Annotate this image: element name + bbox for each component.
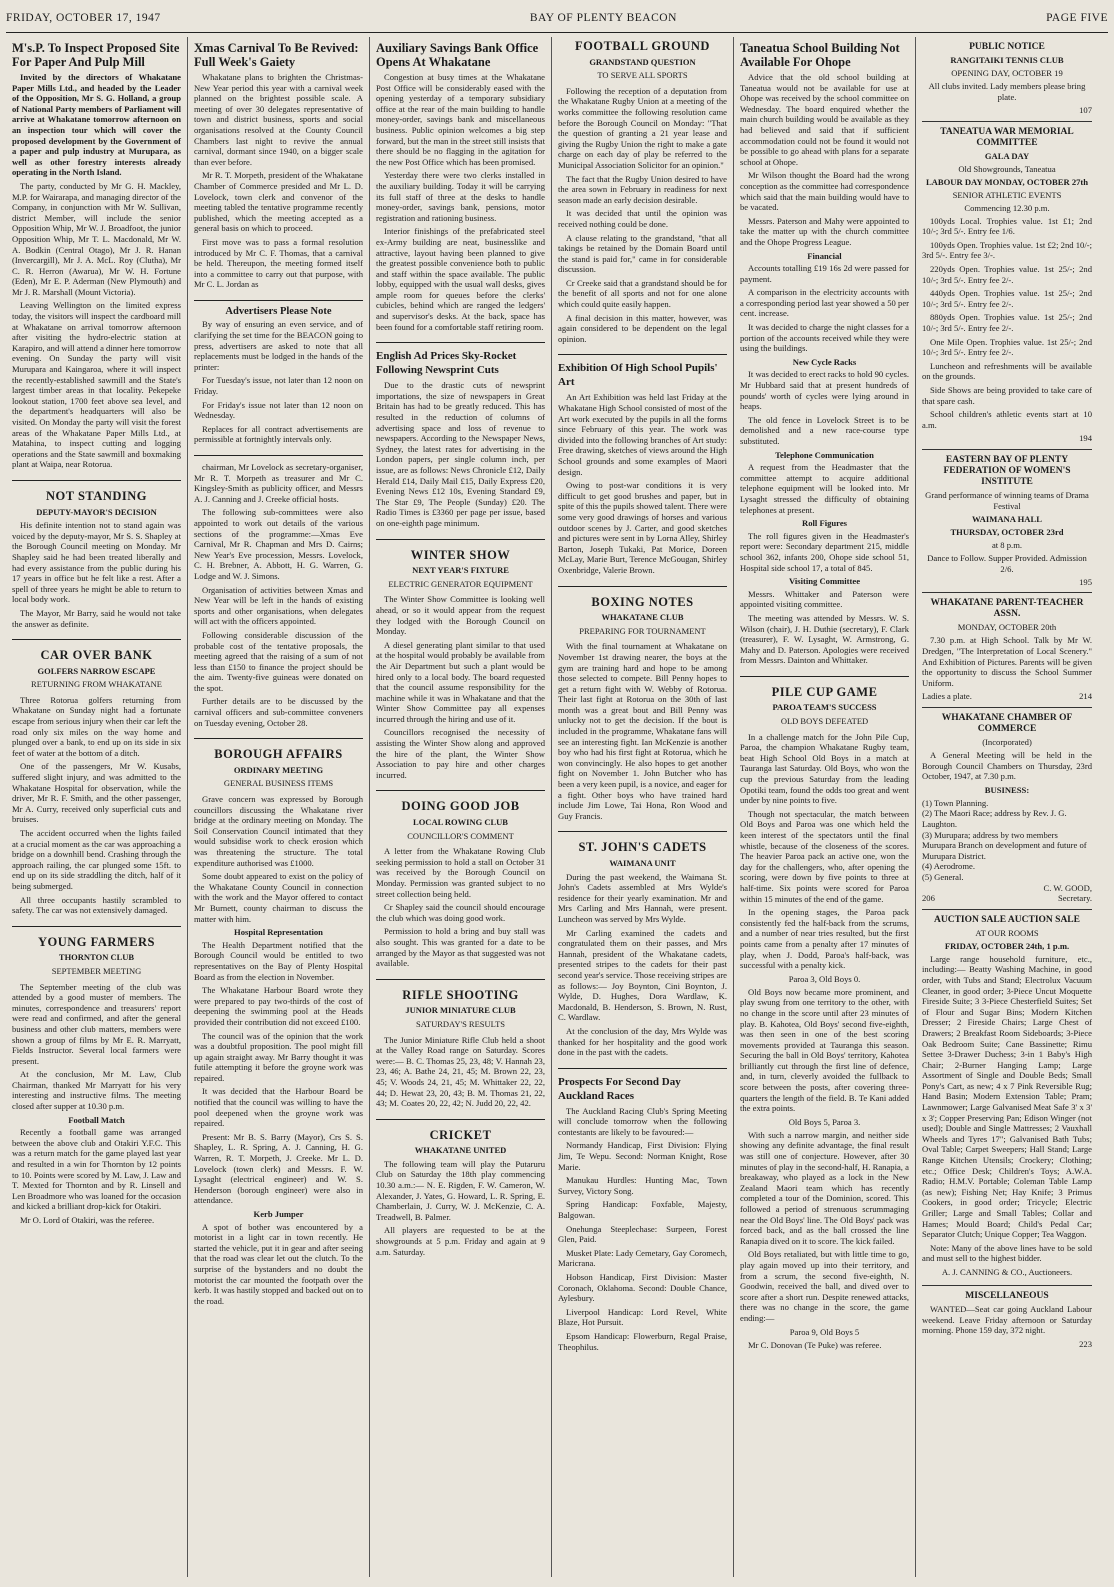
ad-line: Old Showgrounds, Taneatua [958,163,1056,174]
ad-item: (1) Town Planning. [922,797,989,808]
ad-line: BUSINESS: [984,784,1030,795]
headline-pile-cup-game: PILE CUP GAME [771,684,878,699]
divider [558,831,727,832]
ad-title: MISCELLANEOUS [965,1290,1049,1301]
ad-taneatua-gala [922,122,1092,450]
column-3 [370,37,552,1577]
ad-title: TANEATUA WAR MEMORIAL COMMITTEE [940,126,1074,148]
ad-number: 223 [1079,1338,1092,1349]
article-paragraph: Messrs. Whittaker and Paterson were appointed visiting committee. [740,588,909,610]
subhead: ORDINARY MEETING [233,764,324,775]
ad-line: Luncheon and refreshments will be available on the grounds. [922,360,1092,382]
article-paragraph: Interior finishings of the prefabricated steel ex-Army building are neat, businesslike and attractive, layout having been planned to give the greatest possible convenience both to public and staff within the space available. The public lobby, equipped with the usual wall desks, gives ample room for queues before the clerks' cubicles, behind which are ranged the ledgers' and supervisor's desks. At the back, space has been found for a comfortable staff retiring room. [376,226,545,332]
subhead: GOLFERS NARROW ESCAPE [37,665,156,676]
article-paragraph: The following team will play the Putaruru Club on Saturday the 18th play commencing 10.30 a.m.:— N. E. Rigden, F. W. Cameron, W. Alexander, J. Yates, G. Howard, L. R. Spring, E. Chamberlain, J. Curry, W. J. McKenzie, C. A. Treadwell, B. Palmer. [376,1158,545,1222]
headline-ad-prices: English Ad Prices Sky-Rocket Following Newsprint Cuts [376,350,517,377]
ad-chamber-of-commerce [922,708,1092,910]
divider [740,676,909,677]
article-paragraph: It was decided that the Harbour Board be notified that the council was willing to have the pool deepened when the groyne work was repaired. [194,1086,363,1129]
race-entry: Normandy Handicap, First Division: Flying Jim, Te Wepu. Second: Norman Knight, Rose Marie. [558,1140,727,1172]
ad-event: 100yds Open. Trophies value. 1st £2; 2nd 10/-; 3rd 5/-. Entry fee 3/-. [922,239,1092,261]
column-4 [552,37,734,1577]
article-paragraph: The following sub-committees were also appointed to work out details of the various sections of the programme:—Xmas Eve Carnival, Mr R. Chapman and Mrs D. Cairns; New Year's Eve procession, Messrs. Lovelock, C. H. Brebner, A. Abbott, H. G. Warren, G. Lodge and W. J. Simons. [194,507,363,581]
ad-event: 220yds Open. Trophies value. 1st 25/-; 2nd 10/-; 3rd 5/-. Entry fee 2/-. [922,263,1092,285]
ad-line: Commencing 12.30 p.m. [964,202,1050,213]
article-paragraph: A spot of bother was encountered by a motorist in a light car in town recently. He started the vehicle, put it in gear and after seeing that the road was clear let out the clutch. To the surprise of the bystanders and no doubt the motorist the car mounted the footpath over the kerb. It was hastily stopped and backed out on to the road. [194,1221,363,1306]
ad-title: AUCTION SALE AUCTION SALE [934,914,1080,925]
race-entry: Musket Plate: Lady Cemetary, Gay Coromech, Maricrana. [558,1247,728,1269]
subhead: ELECTRIC GENERATOR EQUIPMENT [388,578,533,589]
headline-boxing-notes: BOXING NOTES [591,594,694,609]
headline-young-farmers: YOUNG FARMERS [37,934,156,949]
ad-line: LABOUR DAY MONDAY, OCTOBER 27th [925,176,1089,187]
article-paragraph: The Mayor, Mr Barry, said he would not take the answer as definite. [12,607,181,629]
article-paragraph: Three Rotorua golfers returning from Whakatane on Sunday night had a fortunate escape from serious injury when their car left the road only six miles on the way home and plunged over a bank, to end up on its side in six feet of water at the bottom of a ditch. [12,694,181,758]
ad-auction-sale [922,910,1092,1286]
paper-title: BAY OF PLENTY BEACON [529,12,677,24]
article-paragraph: Mr Wilson thought the Board had the wrong conception as the committee had correspondence which said that the main building would have to be vacated. [740,170,909,213]
article-paragraph: First move was to pass a formal resolution introduced by Mr C. F. Thomas, that a carnival be held. Thereupon, the meeting formed itself into a committee to carry out that purpose, with Mr C. L. Jordan as [194,236,363,290]
column-2 [188,37,370,1577]
ad-rangitaiki-tennis [922,37,1092,122]
article-paragraph: Following the reception of a deputation from the Whakatane Rugby Union at a meeting of the works committee the following resolution came before the Borough Council on Monday: "That the question of granting a 21 year lease and giving the Rugby Union the right to make a gate charge on each day of play be referred to the Municipal Association Solicitor for an opinion." [558,85,727,170]
article-paragraph: At the conclusion of the day, Mrs Wylde was thanked for her hospitality and the good work done in the past with the cadets. [558,1025,727,1058]
article-paragraph: The Junior Miniature Rifle Club held a shoot at the Valley Road range on Saturday. Scores were:— B. C. Thomas 25, 23, 48; V. Hannah 23, 23, 46; A. Bathe 24, 21, 45; M. Brown 22, 23, 45; V. Woods 24, 21, 45; M. Whittaker 22, 22, 44; D. Hewat 23, 20, 43; B. M. Thomas 21, 22, 43; M. Coates 20, 22, 42; N. Judd 20, 22, 42. [376,1034,545,1109]
column-1 [6,37,188,1577]
article-intro: Invited by the directors of Whakatane Paper Mills Ltd., and headed by the Leader of the Opposition, Mr S. G. Holland, a group of National Party members of Parliament will arrive at Whakatane tomorrow afternoon on an inspection tour which will cover the proposed development by the Government of a paper and pulp industry at Murupara, as well as other forestry interests already operating in the North Island. [12,72,181,178]
ad-line: Side Shows are being provided to take care of that spare cash. [922,384,1092,406]
headline-borough-affairs: BOROUGH AFFAIRS [214,747,343,762]
headline-cricket: CRICKET [429,1127,492,1142]
article-paragraph: A letter from the Whakatane Rowing Club seeking permission to hold a stall on October 31 was received by the Borough Council on Monday. Permission was granted subject to no street collection being held. [376,846,545,899]
article-paragraph: Cr Creeke said that a grandstand should be for the benefit of all sports and not for one alone which could quite easily happen. [558,277,727,310]
ad-line: A General Meeting will be held in the Borough Council Chambers on Thursday, 23rd October, 1947, at 7.30 p.m. [922,750,1092,782]
issue-date: FRIDAY, OCTOBER 17, 1947 [6,12,161,24]
article-paragraph: Accounts totalling £19 16s 2d were passed for payment. [740,263,909,284]
ad-signature: C. W. GOOD, [1043,882,1092,893]
subhead: DEPUTY-MAYOR'S DECISION [36,506,157,517]
article-paragraph: Whakatane plans to brighten the Christmas-New Year period this year with a carnival week planned on the brightest possible scale. A meeting of over 30 delegates representative of town and district business, sports and social organisations resolved at the County Council Chambers last night to revive the annual carnival, dormant since 1940, on a bigger scale than ever before. [194,72,363,167]
article-paragraph: By way of ensuring an even service, and of clarifying the set time for the BEACON going to press, advertisers are asked to note that all replacements must be lodged in the hands of the printer: [194,319,363,372]
headline-winter-show: WINTER SHOW [410,547,511,562]
ad-parent-teacher [922,593,1092,708]
article-paragraph: The September meeting of the club was attended by a good muster of members. The minutes, correspondence and treasurers' report were read and confirmed, and after the general business and other club matters, members were shown a group of films by Mr E. R. Marryatt, Fields Instructor. Several local farmers were present. [12,981,181,1066]
ad-number: 194 [1079,433,1092,444]
ad-line: (Incorporated) [982,737,1032,748]
article-paragraph: The Whakatane Harbour Board wrote they were prepared to pay two-thirds of the cost of deepening the swimming pool at the Heads provided their contribution did not exceed £100. [194,985,363,1027]
subhead: PREPARING FOR TOURNAMENT [579,625,706,636]
article-paragraph: Though not spectacular, the match between Old Boys and Paroa was one which held the keen interest of the spectators until the final whistle, because of the closeness of the scores. The heavier Paroa pack an active one, won the day for the challengers, who, after opening the scoring, were down by five points to three at half-time. Six points were scored for Paroa within 15 minutes of the end of the game. [740,808,909,904]
score-line: Paroa 3, Old Boys 0. [788,973,861,984]
article-paragraph: For Tuesday's issue, not later than 12 noon on Friday. [194,375,363,397]
article-paragraph: chairman, Mr Lovelock as secretary-organiser, Mr R. T. Morpeth as treasurer and Mr C. Kingsley-Smith as publicity officer, and Messrs A. J. Canning and J. Creeke official hosts. [194,462,363,504]
subhead: SEPTEMBER MEETING [51,965,142,976]
headline-rifle-shooting: RIFLE SHOOTING [402,987,519,1002]
article-paragraph: Yesterday there were two clerks installed in the auxiliary building. Today it will be carrying its full staff of three at the desks to handle money-order, savings bank, pensions, motor registration and rationing business. [376,170,545,223]
divider [558,354,727,355]
ad-womens-institute [922,450,1092,594]
headline-taneatua-school: Taneatua School Building Not Available For Ohope [740,41,900,69]
ad-line: Dance to Follow. Supper Provided. Admission 2/6. [927,552,1087,574]
race-entry: Hobson Handicap, First Division: Master Coronach, Oklahoma. Second: Double Chance, Aylesbury. [558,1272,727,1304]
article-paragraph: It was decided to charge the night classes for a portion of the accounts received while they were using the buildings. [740,322,909,354]
ad-signature: A. J. CANNING & CO., Auctioneers. [941,1266,1073,1277]
article-paragraph: Grave concern was expressed by Borough councillors discussing the Whakatane river bridge at the ordinary meeting on Monday. The Soil Conservation Council intimated that they would subsidise work to check erosion which was threatening the structure. The total expenditure authorised was £1000. [194,794,363,868]
article-paragraph: With such a narrow margin, and neither side showing any definite advantage, the final result was still one of conjecture. However, after 30 minutes of play in the second-half, H. Ranapia, a breakaway, who played as a lock in the New Zealand Maori team which has recently completed a tour of the Dominion, scored. This followed a period of strenuous scrummaging near the Old Boys' line. The Old Boys' pack was forced back, and as the ball crossed the line Ranapia dived on it to score. The kick failed. [740,1129,909,1246]
article-paragraph: A diesel generating plant similar to that used at the hospital would probably be available from the Air Department but such a plant would be hired only to a local body. The board requested that the council assume responsibility for the machine while it was in Whakatane and that the Winter Show Committee pay all expenses incurred through the hiring and use of it. [376,639,545,724]
headline-not-standing: NOT STANDING [45,488,148,503]
subhead: JUNIOR MINIATURE CLUB [405,1005,516,1016]
article-paragraph: Messrs. Paterson and Mahy were appointed to take the matter up with the church committee and the Ohope Progress League. [740,215,909,247]
ad-heading: PUBLIC NOTICE [969,42,1045,52]
ad-number: 206 [922,893,935,904]
subhead: OLD BOYS DEFEATED [780,716,869,727]
ad-line: Note: Many of the above lines have to be sold and must sell to the highest bidder. [922,1242,1092,1264]
article-paragraph: The Auckland Racing Club's Spring Meeting will conclude tomorrow when the following contestants are likely to be favoured:— [558,1105,727,1137]
article-paragraph: Cr Shapley said the council should encourage the club which was doing good work. [376,902,545,923]
ad-line: MONDAY, OCTOBER 20th [957,622,1057,633]
article-paragraph: His definite intention not to stand again was voiced by the deputy-mayor, Mr S. S. Shapley at the Borough Council meeting on Monday. Mr Shapley said he had been treated liberally and had every assistance from the public during his 17 years in office but he felt like a rest. After a spell of three years he might be able to return to local body work. [12,520,181,605]
article-paragraph: Congestion at busy times at the Whakatane Post Office will be considerably eased with the opening yesterday of a temporary subsidiary office at the rear of the main building to handle money-order, savings bank and miscellaneous business. Public opinion welcomes a big step forward, but the man in the street still insists that there should be no flagging in the agitation for the new Post Office which has been promised. [376,72,545,167]
divider [376,790,545,791]
ad-line: FRIDAY, OCTOBER 24th, 1 p.m. [944,940,1070,951]
ad-item: (3) Murupara; address by two members Murupara Branch on development and future of Murupara District. [922,829,1087,861]
ad-title: RANGITAIKI TENNIS CLUB [950,55,1064,65]
subhead: SATURDAY'S RESULTS [415,1018,505,1029]
ad-line: WAIMANA HALL [972,513,1042,524]
ad-number: 107 [1079,105,1092,115]
divider [376,539,545,540]
article-paragraph: Some doubt appeared to exist on the policy of the Whakatane County Council in connection with the work and the Mayor offered to contact Mr Burnett, county chairman to discuss the matter with him. [194,871,363,924]
divider [376,342,545,343]
ad-item: (5) General. [922,871,964,882]
race-entry: Liverpool Handicap: Lord Revel, White Blaze, Hot Pursuit. [558,1306,727,1328]
ad-line: Grand performance of winning teams of Drama Festival [925,489,1089,511]
subhead: GRANDSTAND QUESTION [589,56,696,67]
article-paragraph: Due to the drastic cuts of newsprint importations, the size of newspapers in Great Britain has had to be greatly reduced. This has resulted in the reduction of columns of advertising space and loss of revenue to newspapers. According to the Newspaper News, Sydney, the latest rates for advertising in the London papers, per single column inch, per issue, are as follows: News Chronicle £12, Daily Herald £14, Daily Mail £15, Daily Express £20, Evening News £12 10s, Evening Standard £9, The Star £9, The People (Sunday) £20. The Radio Times is £3360 per page per issue, based on one-eighth page minimum. [376,380,545,528]
ad-signature: Secretary. [1057,893,1092,904]
headline-football-ground: FOOTBALL GROUND [575,39,710,53]
divider [12,480,181,481]
headline-art-exhibition: Exhibition Of High School Pupils' Art [558,362,718,389]
article-paragraph: A final decision in this matter, however, was again considered to be dependent on the legal opinion. [558,312,727,344]
subhead: GENERAL BUSINESS ITEMS [223,778,334,789]
ad-line: School children's athletic events start at 10 a.m. [922,409,1092,430]
article-paragraph: Permission to hold a bring and buy stall was also sought. This was granted for a date to be arranged by the Mayor as that suggested was not available. [376,926,545,969]
subhead: WHAKATANE UNITED [414,1145,507,1156]
article-paragraph: Old Boys retaliated, but with little time to go, play again moved up into their territory, and from a scrum, the second five-eighth, N. Goodwin, received the ball, and dived over to score after a short run. Despite renewed attacks, there was no change in the score, the game ending:— [740,1249,909,1323]
subhead: LOCAL ROWING CLUB [413,817,508,828]
article-paragraph: A comparison in the electricity accounts with a corresponding period last year showed a 50 per cent. increase. [740,287,909,319]
ad-event: 100yds Local. Trophies value. 1st £1; 2nd 10/-; 3rd 5/-. Entry fee 1/6. [922,215,1092,237]
masthead [6,12,1108,30]
divider [12,926,181,927]
headline-savings-bank: Auxiliary Savings Bank Office Opens At Whakatane [376,41,539,69]
ad-number: 214 [1079,691,1092,702]
article-paragraph: Mr Carling examined the cadets and congratulated them on their passes, and Mrs Hannah, president of the Whakatane cadets, presented stripes to the cadets for their past second year's service. Those receiving stripes are as follows:— Joy Boynton, Cini Boynton, J. Wylde, D. Hughes, Dora Wardlaw, K. Macdonald, B. Henderson, S. Brown, N. Rust, C. Wardlaw. [558,927,727,1023]
score-line: Old Boys 5, Paroa 3. [788,1116,861,1127]
headline-st-johns-cadets: ST. JOHN'S CADETS [578,840,707,855]
article-paragraph: Organisation of activities between Xmas and New Year will be left in the hands of existing sports and other organisations, when delegates will act with the officers appointed. [194,584,363,627]
article-paragraph: The Winter Show Committee is looking well ahead, or so it would appear from the request they lodged with the Borough Council on Monday. [376,594,545,637]
article-paragraph: Present: Mr B. S. Barry (Mayor), Crs S. S. Shapley, L. R. Spring, A. J. Canning, H. G. Warren, R. T. Morpeth, J. Creeke. Mr L. D. Lovelock (town clerk) and Messrs. F. W. Lysaght (electrical engineer) and W. S. Henderson (borough engineer) were also in attendance. [194,1131,363,1206]
article-paragraph: During the past weekend, the Waimana St. John's Cadets assembled at Mrs Wylde's residence for their yearly examination. Mr and Mrs Carling and Mrs Hannah, were present. Luncheon was served by Mrs Wylde. [558,871,727,924]
divider [376,1119,545,1120]
ad-body: Large range household furniture, etc., including:— Beatty Washing Machine, in good order, with Tubs and Stand; Electrolux Vacuum Cleaner, in good order; 3-Piece Uncut Moquette Fireside Suite; 3 3-Piece Chesterfield Suites; Set of Flour and Sugar Bins; Modern Kitchen Dresser; 2 Fireside Chairs; Large Chest of Drawers; 2 Breakfast Room Sideboards; 3-Piece Oak Bedroom Suite; Cane Bassinette; Rimu Settee 3-Drawer Duchess; 3-in 1 Baby's High Chair; 2-Burner Hanging Lamp; Large Assortment of Single and Double Beds; Small Pony's Cart, as new; 4 x 7 Pink Reversible Rug; Hand Basin; Modern Extension Table; Pram; Lawnmower; Large Galvanised Meat Safe 3' x 3' x 3'; Copper Preserving Pan; Edison Winger (not used); Double and Single Mattresses; 2 Vauxhall Wheels and Tyres 17"; Galvanised Bath Tubs; Oval Table; Carpet Sweepers; Hall Stand; Large Range Kitchen Utensils; Crockery; Clothing; etc.; Office Desk; Children's Toys; A.W.A. Radio; H.M.V. Portable; Coleman Table Lamp (as new); Fishing Net; Hay Knife; 3 Primus Cookers, in good order; Tricycle; Electric Griller; Large and Small Tables; Collar and Hames; Mould Board; Child's Pedal Car; Separator Clutch; Unique Copper; Tea Waggon. [922,953,1092,1240]
article-paragraph: The meeting was attended by Messrs. W. S. Wilson (chair), J. H. Duthie (secretary), F. Clark (treasurer), F. W. Lysaght, W. Armstrong, G. Mahy and D. Paterson. Apologies were received from Messrs. Dainton and Whittaker. [740,612,909,666]
masthead-rule [6,32,1108,33]
article-paragraph: Further details are to be discussed by the carnival officers and sub-committee conveners on Tuesday evening, October 28. [194,696,363,728]
headline-xmas-carnival: Xmas Carnival To Be Revived: Full Week's Gaiety [194,41,359,69]
divider [194,738,363,739]
article-paragraph: The party, conducted by Mr G. H. Mackley, M.P. for Wairarapa, and managing director of the Company, in conjunction with Mr W. Sullivan, district Member, will include the senior Opposition Whip, Mr W. J. Broadfoot, the junior Opposition Whip, Mr T. L. Macdonald, Mr W. A. Bodkin (Central Otago), Mr J. R. Hanan (Invercargill), Mr J. A. McL. Roy (Clutha), Mr C. R. Herron (Awarua), Mr W. H. Fortune (Eden), Mr E. P. Aderman (New Plymouth) and Mr J. R. Marshall (Mount Victoria). [12,180,181,297]
race-entry: Epsom Handicap: Flowerburn, Regal Praise, Theophilus. [558,1330,727,1352]
ad-line: THURSDAY, OCTOBER 23rd [950,526,1064,537]
column-6-ads [916,37,1098,1577]
headline-advertisers-note: Advertisers Please Note [225,305,332,317]
ad-item: (4) Aerodrome. [922,861,975,872]
section-heading: Roll Figures [802,518,847,529]
article-paragraph: Mr O. Lord of Otakiri, was the referee. [20,1215,155,1225]
article-paragraph: In a challenge match for the John Pile Cup, Paroa, the champion Whakatane Rugby team, beat High School Old Boys in a match at Tauranga last Saturday. Old Boys, who won the cup the previous Saturday from the leading Opotiki team, found the odds too great and went under by nine points to five. [740,731,909,806]
ad-number: 195 [1079,576,1092,587]
headline-doing-good-job: DOING GOOD JOB [401,799,520,814]
ad-line: 7.30 p.m. at High School. Talk by Mr W. Dredgen, "The Interpretation of Local Scenery." And Exhibition of Pictures. Parents will be given the opportunity to discuss the School Summer Uniform. [922,635,1092,688]
article-paragraph: Replaces for all contract advertisements are permissible at fortnightly intervals only. [194,423,363,445]
score-line: Paroa 9, Old Boys 5 [789,1326,860,1337]
subhead: COUNCILLOR'S COMMENT [407,830,514,841]
ad-event: 880yds Open. Trophies value. 1st 25/-; 2nd 10/-; 3rd 5/-. Entry fee 2/-. [922,312,1092,333]
section-heading: Telephone Communication [775,449,874,460]
article-paragraph: Advice that the old school building at Taneatua would not be available for use at Ohope was received by the school committee on Wednesday. The board enquired whether the main church building would be available as they had believed and said that if sufficient accommodation could not be found it would not be possible to go ahead with plans for a separate school at Ohope. [740,72,909,167]
section-heading: New Cycle Racks [792,356,857,367]
article-paragraph: The accident occurred when the lights failed at a crucial moment as the car was approaching a bridge on a downhill bend. Crashing through the approach railing, the car plunged some 15ft. to end up on its side straddling the ditch, half of it being submerged. [12,828,181,891]
subhead: RETURNING FROM WHAKATANE [31,679,162,690]
article-paragraph: At the conclusion, Mr M. Law, Club Chairman, thanked Mr Marryatt for his very interesting and instructive films. The meeting closed after supper at 10.30 p.m. [12,1069,181,1112]
race-entry: Spring Handicap: Foxfable, Majesty, Balgowan. [558,1199,727,1221]
divider [558,586,727,587]
article-paragraph: Leaving Wellington on the limited express today, the visitors will inspect the cardboard mill at Whakatane on arrival tomorrow afternoon after visiting the hydro-electric station at Karapiro, and will attend a dinner here tomorrow evening. On Sunday the party will visit Murupara and Kaingaroa, where it will inspect the recently-established sawmill and the State's largest timber areas in that locality. Pekepeke lookout station, 1700 feet above sea level, and the department's headquarters will also be visited. On Monday the party will visit the forest areas of the Whakatane Paper Mills Ltd., at Matahina, to inspect cutting and logging operations and the State sawmill and boxmaking plant at Waipa, near Rotorua. [12,300,181,470]
subhead: PAROA TEAM'S SUCCESS [772,702,877,713]
headline-auckland-races: Prospects For Second Day Auckland Races [558,1075,681,1102]
article-paragraph: Recently a football game was arranged between the above club and Otakiri Y.F.C. This was a return match for the game played last year and resulted in a win for Thornton by 12 points to 10. Points were scored by M. Law, J. Law and T. Mexted for Thornton and by R. Linsell and Len Broadmore who was loaned for the occasion and kicked a brilliant drop-kick for Otakiri. [12,1127,181,1212]
section-heading: Football Match [68,1114,125,1125]
ad-line: All clubs invited. Lady members please bring plate. [928,81,1086,102]
article-paragraph: The Health Department notified that the Borough Council would be entitled to two representatives on the Bay of Plenty Hospital Board as from the election in November. [194,939,363,982]
headline-car-over-bank: CAR OVER BANK [40,648,153,663]
article-paragraph: The old fence in Lovelock Street is to be demolished and a new race-course type substituted. [740,414,909,446]
article-paragraph: For Friday's issue not later than 12 noon on Wednesday. [194,399,363,421]
subhead: WAIMANA UNIT [609,858,676,868]
subhead: THORNTON CLUB [58,952,135,963]
ad-miscellaneous [922,1286,1092,1354]
article-paragraph: In the opening stages, the Paroa pack consistently fed the half-back from the scrums, and a number of near tries resulted, but the first points came from a penalty after 17 minutes of play, when J. Dodd, Paroa's half-back, was successful with a penalty kick. [740,907,909,971]
article-paragraph: With the final tournament at Whakatane on November 1st drawing nearer, the boys at the gym are training hard and hope to be among those selected to compete. Bill Penny hopes to get a return fight with W. Webby of Rotorua. Their last fight at Rotorua on the 30th of last month was a great bout and Bill Penny was unlucky not to get the decision. If the bout is included in the programme, Whakatane fans will see an interesting fight. Ian McKenzie is another boy who had his first fight at Rotorua, which he won convincingly. He also hopes to get another fight on November 1. John Butcher who has been a very keen pupil, is a novice, and eager for a fight. Other boys who have trained hard include Jim Lowe, Tai Hona, Ron Wood and Guy Francis. [558,641,727,821]
article-paragraph: A request from the Headmaster that the committee attempt to acquire additional telephone equipment will be looked into. Mr Lysaght stressed the difficulty of obtaining telephones at present. [740,462,909,515]
headline-mps-inspect: M's.P. To Inspect Proposed Site For Paper And Pulp Mill [12,41,180,69]
divider [194,455,363,456]
race-entry: Manukau Hurdles: Hunting Mac, Town Survey, Victory Song. [558,1175,727,1196]
article-paragraph: Owing to post-war conditions it is very difficult to get good brushes and paper, but in spite of this the pupils showed talent. There were some very good drawings of horses and various outdoor scenes by J. Carter, and good sketches and pictures were sent in by Lorna Alley, Shirley Barton, Joseph Tukaki, Pat Morice, Doreen McLay, Marie Burt, Terence McGougan, Shirley Oxenbridge, Valerie Brown. [558,480,727,575]
column-5 [734,37,916,1577]
ad-title: EASTERN BAY OF PLENTY FEDERATION OF WOMEN'S INSTITUTE [943,454,1071,487]
ad-title: WHAKATANE CHAMBER OF COMMERCE [941,713,1073,735]
article-paragraph: Councillors recognised the necessity of assisting the Winter Show along and approved the hire of the plant, the Winter Show Association to pay hire and other charges incurred. [376,727,545,780]
article-paragraph: All three occupants hastily scrambled to safety. The car was not extensively damaged. [12,894,181,916]
subhead: TO SERVE ALL SPORTS [597,70,688,81]
race-entry: Onehunga Steeplechase: Surpeen, Forest Glen, Paid. [558,1223,727,1245]
ad-body: WANTED—Seat car going Auckland Labour weekend. Leave Friday afternoon or Saturday morning. Phone 159 day, 372 night. [922,1303,1092,1336]
article-paragraph: An Art Exhibition was held last Friday at the Whakatane High School consisted of most of the Art work executed by the pupils in all the forms since February of this year. The work was divided into the following branches of Art study: Free drawing, sketches of views around the High School grounds and some examples of Maori design. [558,392,727,477]
ad-line: AT OUR ROOMS [975,927,1039,938]
article-paragraph: One of the passengers, Mr W. Kusabs, suffered slight injury, and was admitted to the Whakatane Hospital for observation, while the driver, Mr R. F. Smith, and the other passenger, Mr A. Curry, received only superficial cuts and bruises. [12,761,181,825]
subhead: NEXT YEAR'S FIXTURE [412,565,509,576]
ad-line: GALA DAY [984,150,1030,161]
divider [194,300,363,301]
article-paragraph: The council was of the opinion that the work was a doubtful proposition. The pool might fill up again straight away. Mr Barry thought it was futile attempting it before the groyne work was repaired. [194,1030,363,1083]
article-paragraph: All players are requested to be at the showgrounds at 5 p.m. Friday and again at 9 a.m. Saturday. [376,1225,545,1257]
article-paragraph: A clause relating to the grandstand, "that all takings be retained by the Domain Board until the stand is paid for," came in for considerable discussion. [558,232,727,275]
divider [12,639,181,640]
article-paragraph: It was decided that until the opinion was received nothing could be done. [558,208,727,229]
subhead: WHAKATANE CLUB [601,612,684,623]
section-heading: Hospital Representation [234,927,323,938]
article-paragraph: The fact that the Rugby Union desired to have the area sown in February in readiness for next season made an early decision desirable. [558,173,727,205]
article-paragraph: Old Boys now became more prominent, and play swung from one territory to the other, with no change in the score until after 23 minutes of play. B. Kahotea, Old Boys' second five-eighth, was then seen in one of the best scoring movements provided at Tauranga this season. Securing the ball in Old Boys' territory, Kahotea brilliantly cut through the first line of defence, and, in turn, cleverly avoided the fullback to score between the posts, after covering three-quarters the length of the field. B. Te Kani added the extra points. [740,986,909,1114]
ad-line: OPENING DAY, OCTOBER 19 [951,68,1063,78]
article-paragraph: Following considerable discussion of the probable cost of the tentative proposals, the meeting agreed that the raising of a sum of not less than £150 to finance the project should be the aim. Twenty-five guineas were donated on the spot. [194,629,363,693]
article-paragraph: Mr R. T. Morpeth, president of the Whakatane Chamber of Commerce presided and Mr L. D. Lovelock, town clerk and convenor of the meeting tabled the tentative programme recently published, which the meeting accepted as a general basis on which to proceed. [194,170,363,234]
section-heading: Kerb Jumper [253,1209,304,1219]
ad-item: (2) The Maori Race; address by Rev. J. G. Laughton. [922,808,1067,829]
article-paragraph: It was decided to erect racks to hold 90 cycles. Mr Hubbard said that at present hundreds of pounds' worth of cycles were lying around in heaps. [740,369,909,412]
ad-line: at 8 p.m. [991,539,1023,550]
ad-line: SENIOR ATHLETIC EVENTS [952,189,1062,200]
ad-title: WHAKATANE PARENT-TEACHER ASSN. [930,598,1084,620]
ad-line: Ladies a plate. [922,691,972,702]
ad-event: 440yds Open. Trophies value. 1st 25/-; 2nd 10/-; 3rd 5/-. Entry fee 2/-. [922,288,1092,309]
article-paragraph: Mr C. Donovan (Te Puke) was referee. [748,1339,882,1350]
section-heading: Visiting Committee [788,576,861,587]
article-paragraph: The roll figures given in the Headmaster's report were: Secondary department 215, middle school 362, infants 200, Ohope side school 51, Hospital side school 17, a total of 845. [740,530,909,573]
columns [6,37,1108,1577]
page-number: PAGE FIVE [1046,12,1108,24]
divider [558,1068,727,1069]
divider [376,979,545,980]
section-heading: Financial [807,250,842,261]
ad-event: One Mile Open. Trophies value. 1st 25/-; 2nd 10/-; 3rd 5/-. Entry fee 2/-. [922,336,1092,358]
